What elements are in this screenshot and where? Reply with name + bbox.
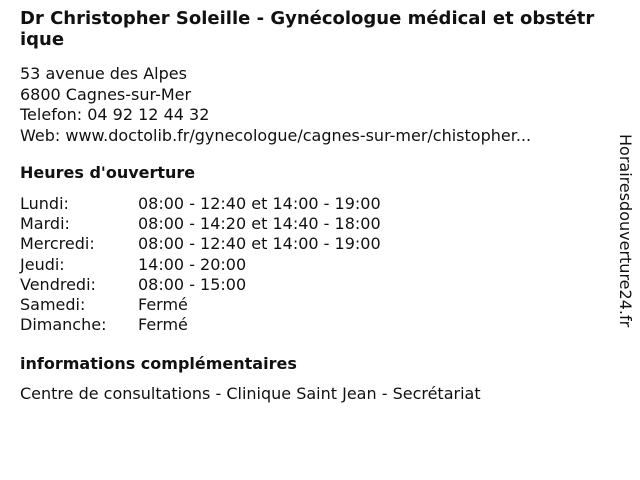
hours-row [20, 275, 381, 295]
day-label: Jeudi: [20, 254, 65, 274]
day-label: Samedi: [20, 295, 86, 315]
day-label: Lundi: [20, 194, 69, 213]
hours-row [20, 255, 381, 275]
address-block [20, 64, 531, 146]
street-address: 53 avenue des Alpes [20, 64, 187, 83]
page-title: Dr Christopher Soleille - Gynécologue médical et obstétrique [20, 8, 595, 50]
additional-info-text: Centre de consultations - Clinique Saint Jean - Secrétariat [20, 384, 481, 403]
hours-row [20, 194, 381, 214]
day-label: Vendredi: [20, 274, 96, 294]
hours-row [20, 234, 381, 254]
site-watermark: Horairesdouverture24.fr [616, 134, 635, 328]
hours-row [20, 214, 381, 234]
phone-number: Telefon: 04 92 12 44 32 [20, 105, 210, 124]
time-value: 08:00 - 12:40 et 14:00 - 19:00 [138, 234, 381, 254]
time-value: Fermé [138, 295, 188, 315]
hours-row [20, 295, 381, 315]
additional-info-heading: informations complémentaires [20, 354, 297, 373]
hours-row [20, 315, 381, 335]
time-value: Fermé [138, 315, 188, 335]
time-value: 14:00 - 20:00 [138, 254, 247, 274]
opening-hours-table [20, 194, 381, 335]
website: Web: www.doctolib.fr/gynecologue/cagnes-sur-mer/chistopher... [20, 125, 532, 145]
day-label: Mercredi: [20, 234, 95, 254]
time-value: 08:00 - 15:00 [138, 274, 247, 294]
day-label: Mardi: [20, 214, 70, 234]
time-value: 08:00 - 12:40 et 14:00 - 19:00 [138, 194, 381, 213]
day-label: Dimanche: [20, 315, 107, 335]
opening-hours-heading: Heures d'ouverture [20, 163, 196, 182]
city-address: 6800 Cagnes-sur-Mer [20, 84, 192, 104]
time-value: 08:00 - 14:20 et 14:40 - 18:00 [138, 214, 381, 234]
